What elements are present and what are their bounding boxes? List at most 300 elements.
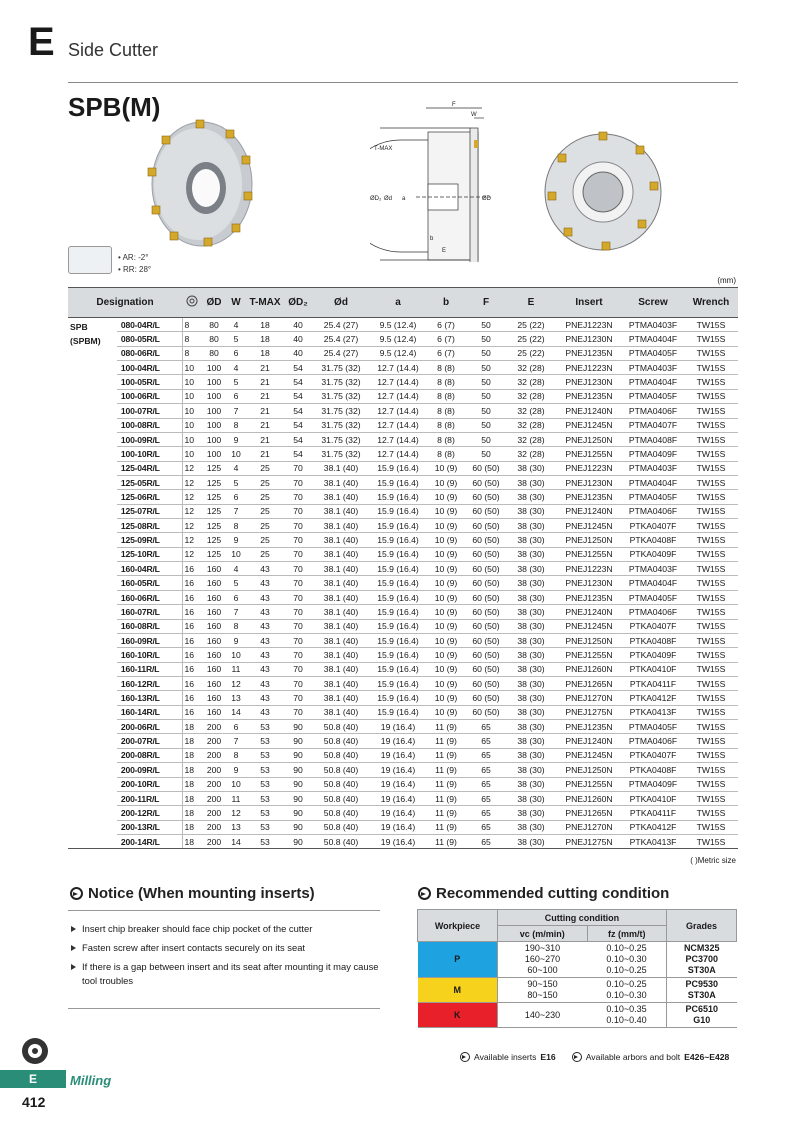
designation-cell: 125-08R/L bbox=[117, 519, 182, 533]
spec-cell: 50.8 (40) bbox=[312, 763, 370, 777]
spec-cell: PNEJ1255N bbox=[556, 447, 622, 461]
spec-cell: 125 bbox=[202, 461, 226, 475]
spec-cell: 11 bbox=[226, 791, 246, 805]
spec-cell: PNEJ1265N bbox=[556, 806, 622, 820]
spec-cell: 18 bbox=[182, 791, 202, 805]
spec-cell: 50.8 (40) bbox=[312, 791, 370, 805]
spec-cell: 13 bbox=[226, 820, 246, 834]
spec-cell: 7 bbox=[226, 404, 246, 418]
spec-cell: 25 bbox=[246, 475, 284, 489]
spec-cell: 60 (50) bbox=[466, 475, 506, 489]
spec-row bbox=[68, 475, 738, 489]
spec-cell: PNEJ1240N bbox=[556, 504, 622, 518]
spec-cell: 8 bbox=[226, 748, 246, 762]
spec-cell: 8 (8) bbox=[426, 375, 466, 389]
spec-cell: PTKA0413F bbox=[622, 705, 684, 719]
grades-cell bbox=[666, 1003, 736, 1028]
designation-cell: 125-05R/L bbox=[117, 475, 182, 489]
spec-cell: 16 bbox=[182, 662, 202, 676]
spec-cell: TW15S bbox=[684, 648, 738, 662]
spec-cell: 12 bbox=[226, 806, 246, 820]
spec-cell: 5 bbox=[226, 475, 246, 489]
spec-cell: 38 (30) bbox=[506, 633, 556, 647]
spec-cell: 160 bbox=[202, 648, 226, 662]
spec-cell: TW15S bbox=[684, 720, 738, 734]
spec-cell: 10 bbox=[182, 375, 202, 389]
spec-cell: 60 (50) bbox=[466, 590, 506, 604]
section-drawing bbox=[370, 100, 500, 262]
spec-cell: 12 bbox=[182, 461, 202, 475]
spec-cell: 25 bbox=[246, 519, 284, 533]
spec-cell: 50.8 (40) bbox=[312, 820, 370, 834]
spec-cell: 15.9 (16.4) bbox=[370, 533, 426, 547]
spec-cell: 80 bbox=[202, 318, 226, 332]
spec-cell: 38 (30) bbox=[506, 461, 556, 475]
notice-top-rule bbox=[68, 910, 380, 911]
spec-row bbox=[68, 763, 738, 777]
spec-cell: 65 bbox=[466, 720, 506, 734]
spec-cell: PTKA0413F bbox=[622, 834, 684, 848]
spec-cell: PTMA0403F bbox=[622, 562, 684, 576]
col-screw: Screw bbox=[622, 288, 684, 318]
spec-cell: 60 (50) bbox=[466, 619, 506, 633]
spec-cell: 38.1 (40) bbox=[312, 676, 370, 690]
spec-cell: 18 bbox=[182, 734, 202, 748]
spec-cell: PTKA0410F bbox=[622, 662, 684, 676]
spec-cell: 90 bbox=[284, 820, 312, 834]
designation-cell: 200-14R/L bbox=[117, 834, 182, 848]
designation-cell: 160-12R/L bbox=[117, 676, 182, 690]
spec-row bbox=[68, 346, 738, 360]
spec-cell: 100 bbox=[202, 375, 226, 389]
col-bore: Ød bbox=[312, 288, 370, 318]
designation-cell: 200-11R/L bbox=[117, 791, 182, 805]
spec-cell: PTMA0406F bbox=[622, 404, 684, 418]
spec-cell: 60 (50) bbox=[466, 533, 506, 547]
spec-cell: 15.9 (16.4) bbox=[370, 490, 426, 504]
spec-row bbox=[68, 691, 738, 705]
spec-cell: PTMA0405F bbox=[622, 389, 684, 403]
spec-cell: 12.7 (14.4) bbox=[370, 375, 426, 389]
spec-cell: PTKA0409F bbox=[622, 648, 684, 662]
cutting-heading bbox=[418, 885, 669, 902]
spec-cell: 9 bbox=[226, 432, 246, 446]
spec-cell: 12.7 (14.4) bbox=[370, 447, 426, 461]
spec-cell: 8 (8) bbox=[426, 361, 466, 375]
arrow-circle-icon bbox=[70, 887, 83, 900]
spec-cell: 160 bbox=[202, 691, 226, 705]
spec-cell: 12 bbox=[182, 533, 202, 547]
spec-row bbox=[68, 375, 738, 389]
spec-cell: 25 bbox=[246, 547, 284, 561]
spec-cell: 38 (30) bbox=[506, 648, 556, 662]
fz-cell bbox=[587, 942, 666, 978]
arrow-circle-icon bbox=[460, 1052, 470, 1062]
spec-cell: TW15S bbox=[684, 605, 738, 619]
spec-cell: 200 bbox=[202, 763, 226, 777]
spec-cell: 70 bbox=[284, 590, 312, 604]
spec-cell: TW15S bbox=[684, 361, 738, 375]
spec-cell: PNEJ1240N bbox=[556, 404, 622, 418]
spec-cell: 43 bbox=[246, 562, 284, 576]
spec-cell: 43 bbox=[246, 676, 284, 690]
spec-cell: 8 bbox=[226, 519, 246, 533]
spec-cell: 70 bbox=[284, 605, 312, 619]
dim-bore: Ød bbox=[384, 196, 393, 202]
spec-cell: 38.1 (40) bbox=[312, 504, 370, 518]
col-designation: Designation bbox=[68, 288, 182, 318]
spec-cell: 25 bbox=[246, 533, 284, 547]
spec-cell: PNEJ1245N bbox=[556, 619, 622, 633]
spec-cell: PTMA0406F bbox=[622, 734, 684, 748]
notice-item: If there is a gap between insert and its seat after mounting it may cause tool troubles bbox=[70, 960, 380, 988]
spec-cell: 14 bbox=[226, 705, 246, 719]
spec-cell: 70 bbox=[284, 576, 312, 590]
spec-cell: 160 bbox=[202, 576, 226, 590]
dim-f: F bbox=[452, 102, 456, 108]
spec-cell: PNEJ1230N bbox=[556, 576, 622, 590]
spec-cell: 200 bbox=[202, 734, 226, 748]
spec-row bbox=[68, 447, 738, 461]
spec-cell: 125 bbox=[202, 475, 226, 489]
spec-row bbox=[68, 562, 738, 576]
spec-row bbox=[68, 633, 738, 647]
spec-cell: 65 bbox=[466, 806, 506, 820]
spec-cell: 50.8 (40) bbox=[312, 806, 370, 820]
available-inserts-label[interactable]: Available inserts bbox=[474, 1052, 537, 1062]
spec-cell: 21 bbox=[246, 418, 284, 432]
spec-cell: TW15S bbox=[684, 662, 738, 676]
spec-cell: 125 bbox=[202, 547, 226, 561]
spec-row bbox=[68, 791, 738, 805]
designation-cell: 160-11R/L bbox=[117, 662, 182, 676]
spec-cell: 10 (9) bbox=[426, 705, 466, 719]
spec-cell: 4 bbox=[226, 318, 246, 332]
spec-cell: 9 bbox=[226, 633, 246, 647]
designation-cell: 080-05R/L bbox=[117, 332, 182, 346]
grades-cell bbox=[666, 978, 736, 1003]
spec-cell: PTMA0407F bbox=[622, 418, 684, 432]
spec-cell: PTMA0403F bbox=[622, 318, 684, 332]
spec-cell: 160 bbox=[202, 676, 226, 690]
spec-cell: 53 bbox=[246, 820, 284, 834]
insert-angles bbox=[118, 252, 151, 276]
spec-cell: 60 (50) bbox=[466, 562, 506, 576]
spec-cell: 38 (30) bbox=[506, 791, 556, 805]
spec-cell: 65 bbox=[466, 791, 506, 805]
notice-bottom-rule bbox=[68, 1008, 380, 1009]
spec-cell: 43 bbox=[246, 590, 284, 604]
spec-cell: 38 (30) bbox=[506, 691, 556, 705]
dim-od: ØD bbox=[482, 196, 491, 202]
spec-cell: 15.9 (16.4) bbox=[370, 504, 426, 518]
spec-row bbox=[68, 590, 738, 604]
spec-cell: 50 bbox=[466, 318, 506, 332]
spec-cell: 65 bbox=[466, 748, 506, 762]
radial-rake: • RR: 28° bbox=[118, 265, 152, 274]
spec-cell: 60 (50) bbox=[466, 519, 506, 533]
series-name: SPB bbox=[70, 322, 88, 332]
col-grades: Grades bbox=[666, 910, 736, 942]
designation-cell: 100-04R/L bbox=[117, 361, 182, 375]
spec-cell: TW15S bbox=[684, 633, 738, 647]
designation-cell: 080-06R/L bbox=[117, 346, 182, 360]
spec-cell: 31.75 (32) bbox=[312, 447, 370, 461]
designation-cell: 160-13R/L bbox=[117, 691, 182, 705]
spec-cell: 70 bbox=[284, 648, 312, 662]
spec-row bbox=[68, 605, 738, 619]
spec-cell: 11 (9) bbox=[426, 748, 466, 762]
fz-value: 0.10~0.35 bbox=[606, 1004, 647, 1014]
spec-cell: 7 bbox=[226, 734, 246, 748]
spec-cell: 25.4 (27) bbox=[312, 346, 370, 360]
spec-cell: 160 bbox=[202, 705, 226, 719]
spec-cell: 13 bbox=[226, 691, 246, 705]
spec-cell: 12 bbox=[182, 490, 202, 504]
spec-cell: 19 (16.4) bbox=[370, 806, 426, 820]
spec-cell: 7 bbox=[226, 504, 246, 518]
spec-row bbox=[68, 834, 738, 848]
designation-cell: 080-04R/L bbox=[117, 318, 182, 332]
spec-cell: 10 bbox=[226, 648, 246, 662]
spec-cell: 4 bbox=[226, 461, 246, 475]
units-note: (mm) bbox=[717, 276, 736, 285]
metric-note: ( )Metric size bbox=[690, 856, 736, 865]
spec-cell: 9.5 (12.4) bbox=[370, 332, 426, 346]
spec-cell: 90 bbox=[284, 763, 312, 777]
spec-cell: 10 (9) bbox=[426, 519, 466, 533]
spec-cell: PTMA0403F bbox=[622, 461, 684, 475]
spec-cell: 19 (16.4) bbox=[370, 734, 426, 748]
col-fz: fz (mm/t) bbox=[587, 926, 666, 942]
spec-row bbox=[68, 748, 738, 762]
spec-cell: 25 (22) bbox=[506, 332, 556, 346]
spec-cell: PNEJ1250N bbox=[556, 533, 622, 547]
designation-cell: 100-09R/L bbox=[117, 432, 182, 446]
spec-cell: 53 bbox=[246, 748, 284, 762]
spec-cell: PNEJ1255N bbox=[556, 648, 622, 662]
spec-cell: 11 (9) bbox=[426, 820, 466, 834]
col-vc: vc (m/min) bbox=[498, 926, 588, 942]
spec-cell: 50.8 (40) bbox=[312, 834, 370, 848]
series-label bbox=[68, 318, 117, 849]
spec-cell: 38 (30) bbox=[506, 533, 556, 547]
spec-cell: 4 bbox=[226, 361, 246, 375]
spec-cell: 5 bbox=[226, 576, 246, 590]
spec-cell: 18 bbox=[182, 806, 202, 820]
fz-value: 0.10~0.25 bbox=[606, 965, 647, 975]
vc-value: 90~150 bbox=[527, 979, 558, 989]
spec-cell: 15.9 (16.4) bbox=[370, 633, 426, 647]
spec-cell: 5 bbox=[226, 375, 246, 389]
cutter-photo bbox=[140, 112, 255, 252]
spec-cell: 43 bbox=[246, 619, 284, 633]
spec-cell: TW15S bbox=[684, 547, 738, 561]
available-arbors-page[interactable]: E426~E428 bbox=[684, 1052, 730, 1062]
spec-cell: PNEJ1245N bbox=[556, 519, 622, 533]
spec-cell: PTMA0406F bbox=[622, 504, 684, 518]
vc-value: 80~150 bbox=[527, 990, 558, 1000]
spec-cell: 50 bbox=[466, 447, 506, 461]
spec-cell: 18 bbox=[182, 763, 202, 777]
spec-cell: 15.9 (16.4) bbox=[370, 547, 426, 561]
spec-cell: 10 (9) bbox=[426, 662, 466, 676]
spec-cell: 60 (50) bbox=[466, 576, 506, 590]
spec-row bbox=[68, 619, 738, 633]
spec-cell: PNEJ1255N bbox=[556, 777, 622, 791]
spec-cell: 25 (22) bbox=[506, 318, 556, 332]
spec-cell: 10 bbox=[226, 547, 246, 561]
spec-cell: 80 bbox=[202, 346, 226, 360]
spec-cell: 54 bbox=[284, 361, 312, 375]
col-workpiece: Workpiece bbox=[418, 910, 498, 942]
spec-cell: 18 bbox=[182, 777, 202, 791]
spec-cell: 200 bbox=[202, 806, 226, 820]
spec-cell: 6 bbox=[226, 346, 246, 360]
spec-cell: 60 (50) bbox=[466, 705, 506, 719]
spec-cell: 8 bbox=[226, 619, 246, 633]
spec-cell: PNEJ1270N bbox=[556, 820, 622, 834]
spec-cell: 70 bbox=[284, 547, 312, 561]
spec-cell: 32 (28) bbox=[506, 447, 556, 461]
spec-cell: PTKA0408F bbox=[622, 633, 684, 647]
spec-cell: TW15S bbox=[684, 705, 738, 719]
spec-cell: 9.5 (12.4) bbox=[370, 346, 426, 360]
available-inserts-page[interactable]: E16 bbox=[540, 1052, 556, 1062]
spec-cell: 38.1 (40) bbox=[312, 533, 370, 547]
spec-cell: 8 bbox=[182, 346, 202, 360]
spec-cell: 70 bbox=[284, 662, 312, 676]
spec-row bbox=[68, 705, 738, 719]
grades-value: ST30A bbox=[687, 965, 716, 975]
designation-cell: 125-04R/L bbox=[117, 461, 182, 475]
fz-value: 0.10~0.30 bbox=[606, 990, 647, 1000]
spec-cell: 10 bbox=[226, 447, 246, 461]
spec-cell: 11 bbox=[226, 662, 246, 676]
spec-cell: PTKA0407F bbox=[622, 748, 684, 762]
spec-cell: 19 (16.4) bbox=[370, 748, 426, 762]
dim-d2: ØD₂ bbox=[370, 196, 382, 202]
spec-cell: PNEJ1235N bbox=[556, 490, 622, 504]
fz-value: 0.10~0.25 bbox=[606, 943, 647, 953]
spec-cell: 18 bbox=[246, 346, 284, 360]
dim-b: b bbox=[430, 236, 434, 242]
spec-cell: 6 bbox=[226, 490, 246, 504]
available-arbors-label[interactable]: Available arbors and bolt bbox=[585, 1052, 681, 1062]
spec-cell: 70 bbox=[284, 490, 312, 504]
spec-cell: 60 (50) bbox=[466, 547, 506, 561]
spec-cell: 90 bbox=[284, 720, 312, 734]
vc-cell bbox=[498, 942, 588, 978]
spec-cell: PTKA0411F bbox=[622, 676, 684, 690]
dim-a: a bbox=[402, 196, 406, 202]
spec-cell: 12 bbox=[182, 504, 202, 518]
spec-cell: PTMA0404F bbox=[622, 375, 684, 389]
spec-cell: 10 (9) bbox=[426, 590, 466, 604]
spec-cell: 25 bbox=[246, 490, 284, 504]
spec-cell: 19 (16.4) bbox=[370, 720, 426, 734]
col-b: b bbox=[426, 288, 466, 318]
insert-thumbnail bbox=[68, 246, 112, 274]
designation-cell: 125-10R/L bbox=[117, 547, 182, 561]
spec-cell: TW15S bbox=[684, 806, 738, 820]
spec-cell: 80 bbox=[202, 332, 226, 346]
spec-cell: 38 (30) bbox=[506, 519, 556, 533]
spec-cell: 8 bbox=[182, 332, 202, 346]
designation-cell: 160-14R/L bbox=[117, 705, 182, 719]
axial-rake: • AR: -2° bbox=[118, 253, 149, 262]
designation-cell: 100-06R/L bbox=[117, 389, 182, 403]
spec-cell: 18 bbox=[182, 720, 202, 734]
spec-cell: 15.9 (16.4) bbox=[370, 605, 426, 619]
spec-cell: 15.9 (16.4) bbox=[370, 619, 426, 633]
fz-cell bbox=[587, 978, 666, 1003]
spec-cell: 10 (9) bbox=[426, 562, 466, 576]
spec-row bbox=[68, 533, 738, 547]
spec-cell: 6 bbox=[226, 389, 246, 403]
spec-cell: 53 bbox=[246, 777, 284, 791]
notice-title: Notice (When mounting inserts) bbox=[88, 885, 315, 902]
spec-cell: PTMA0406F bbox=[622, 605, 684, 619]
spec-cell: 70 bbox=[284, 705, 312, 719]
spec-cell: PNEJ1260N bbox=[556, 662, 622, 676]
spec-cell: PNEJ1223N bbox=[556, 562, 622, 576]
designation-cell: 100-08R/L bbox=[117, 418, 182, 432]
designation-cell: 160-09R/L bbox=[117, 633, 182, 647]
vc-cell bbox=[498, 978, 588, 1003]
cutting-row bbox=[418, 978, 737, 1003]
spec-row bbox=[68, 676, 738, 690]
notice-item: Fasten screw after insert contacts securely on its seat bbox=[70, 941, 380, 955]
spec-cell: 70 bbox=[284, 533, 312, 547]
col-insert: Insert bbox=[556, 288, 622, 318]
chapter-tab: E bbox=[0, 1070, 66, 1088]
spec-cell: TW15S bbox=[684, 490, 738, 504]
spec-cell: PNEJ1235N bbox=[556, 590, 622, 604]
designation-cell: 200-07R/L bbox=[117, 734, 182, 748]
spec-cell: 38 (30) bbox=[506, 834, 556, 848]
spec-cell: 38.1 (40) bbox=[312, 619, 370, 633]
spec-cell: TW15S bbox=[684, 590, 738, 604]
spec-cell: 43 bbox=[246, 648, 284, 662]
col-teeth-icon bbox=[182, 288, 202, 318]
section-title: Side Cutter bbox=[68, 40, 159, 60]
spec-cell: 31.75 (32) bbox=[312, 361, 370, 375]
spec-cell: 38.1 (40) bbox=[312, 662, 370, 676]
spec-cell: 50 bbox=[466, 361, 506, 375]
spec-row bbox=[68, 361, 738, 375]
spec-cell: 5 bbox=[226, 332, 246, 346]
spec-cell: 10 (9) bbox=[426, 691, 466, 705]
spec-cell: 16 bbox=[182, 562, 202, 576]
spec-cell: PNEJ1245N bbox=[556, 418, 622, 432]
spec-cell: 60 (50) bbox=[466, 691, 506, 705]
spec-cell: 11 (9) bbox=[426, 834, 466, 848]
spec-row bbox=[68, 461, 738, 475]
spec-cell: PNEJ1240N bbox=[556, 605, 622, 619]
spec-cell: 7 bbox=[226, 605, 246, 619]
fz-value: 0.10~0.25 bbox=[606, 979, 647, 989]
spec-header-row bbox=[68, 288, 738, 318]
spec-cell: 160 bbox=[202, 605, 226, 619]
col-condition: Cutting condition bbox=[498, 910, 667, 926]
spec-cell: 19 (16.4) bbox=[370, 763, 426, 777]
spec-cell: 38 (30) bbox=[506, 820, 556, 834]
spec-cell: 200 bbox=[202, 834, 226, 848]
spec-cell: 40 bbox=[284, 346, 312, 360]
spec-cell: 11 (9) bbox=[426, 791, 466, 805]
spec-cell: 11 (9) bbox=[426, 720, 466, 734]
